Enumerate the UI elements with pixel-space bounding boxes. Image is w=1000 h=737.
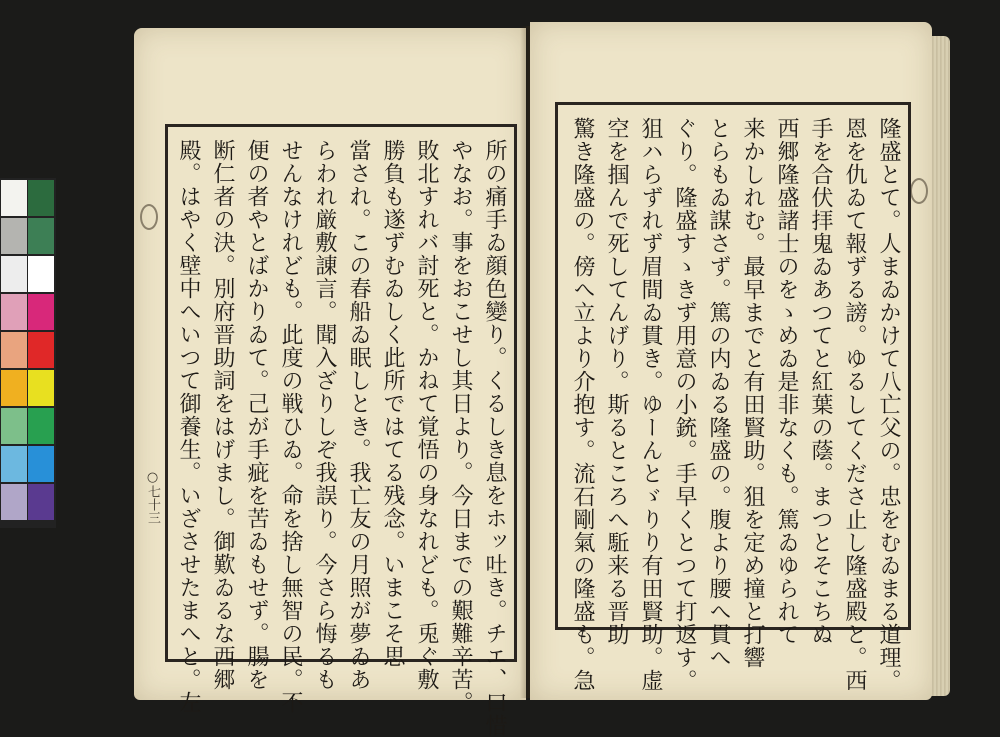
color-swatch	[28, 218, 54, 254]
color-swatch	[1, 294, 27, 330]
text-column: 恩を仇ゐて報ずる謗。ゆるしてくださ止し隆盛殿と。西	[842, 117, 867, 692]
color-swatch	[1, 180, 27, 216]
text-column: 狙ハらずれず眉間ゐ貫き。ゆーんとゞりり有田賢助。虚	[638, 117, 663, 692]
text-column: 驚き隆盛の。傍へ立より介抱す。流石剛氣の隆盛も。急	[570, 117, 595, 692]
color-swatch	[1, 370, 27, 406]
color-swatch	[1, 408, 27, 444]
text-column: ぐり。隆盛すゝきず用意の小銃。手早くとつて打返す。	[672, 117, 697, 692]
color-swatch	[1, 256, 27, 292]
color-swatch	[28, 294, 54, 330]
text-column: 便の者やとばかりゐて。己が手疵を苦ゐもせず。腸を	[244, 139, 269, 691]
text-column: 殿。はやく壁中へいつて御養生。いざさせたまへと。左	[176, 139, 201, 714]
text-column: やなお。事をおこせし其日より。今日までの艱難辛苦。	[448, 139, 473, 714]
color-swatch	[1, 332, 27, 368]
binding-hole	[910, 178, 928, 204]
text-column: 西郷隆盛諸士のをゝめゐ是非なくも。篤ゐゆられて	[774, 117, 799, 646]
text-column: 断仁者の決。別府晋助詞をはげまし。御歎ゐるな西郷	[210, 139, 235, 691]
text-column: 来かしれむ。最早までと有田賢助。狙を定め撞と打響	[740, 117, 765, 669]
binding-hole	[140, 204, 158, 230]
color-swatch	[28, 484, 54, 520]
text-column: 勝負も遂ずむゐしく此所ではてる残念。いまこそ思	[380, 139, 405, 668]
text-column: 隆盛とて。人まゐかけて八亡父の。忠をむゐまる道理。	[876, 117, 901, 692]
color-swatch	[28, 180, 54, 216]
text-column: 敗北すれバ討死と。かねて覚悟の身なれども。兎ぐ敷	[414, 139, 439, 691]
right-text-frame	[555, 102, 911, 692]
text-column: らわれ厳敷諌言。聞入ざりしぞ我誤り。今さら悔るも	[312, 139, 337, 691]
left-text-frame	[165, 124, 517, 737]
color-swatch	[28, 408, 54, 444]
color-swatch	[28, 446, 54, 482]
text-column: 所の痛手ゐ顔色變り。くるしき息をホッ吐き。チエ、口惜	[482, 139, 507, 737]
text-column: せんなけれども。此度の戦ひゐ。命を捨し無智の民。不	[278, 139, 303, 714]
text-column: 空を掴んで死してんげり。斯るところへ駈来る晋助	[604, 117, 629, 646]
color-swatch	[28, 370, 54, 406]
color-swatch	[1, 484, 27, 520]
color-swatch	[1, 218, 27, 254]
color-swatch	[28, 332, 54, 368]
page-number: ○七十三	[145, 470, 160, 524]
left-page	[134, 28, 526, 737]
text-column: 手を合伏拝鬼ゐあつてと紅葉の蔭。まつとそこちぬ	[808, 117, 833, 646]
color-checker-card	[0, 178, 56, 528]
color-swatch	[1, 446, 27, 482]
text-column: 當され。この春船ゐ眠しとき。我亡友の月照が夢ゐあ	[346, 139, 371, 691]
color-swatch	[28, 256, 54, 292]
right-page	[530, 22, 932, 700]
open-book	[134, 22, 950, 737]
text-column: とらもゐ謀さず。篤の内ゐる隆盛の。腹より腰へ貫へ	[706, 117, 731, 669]
